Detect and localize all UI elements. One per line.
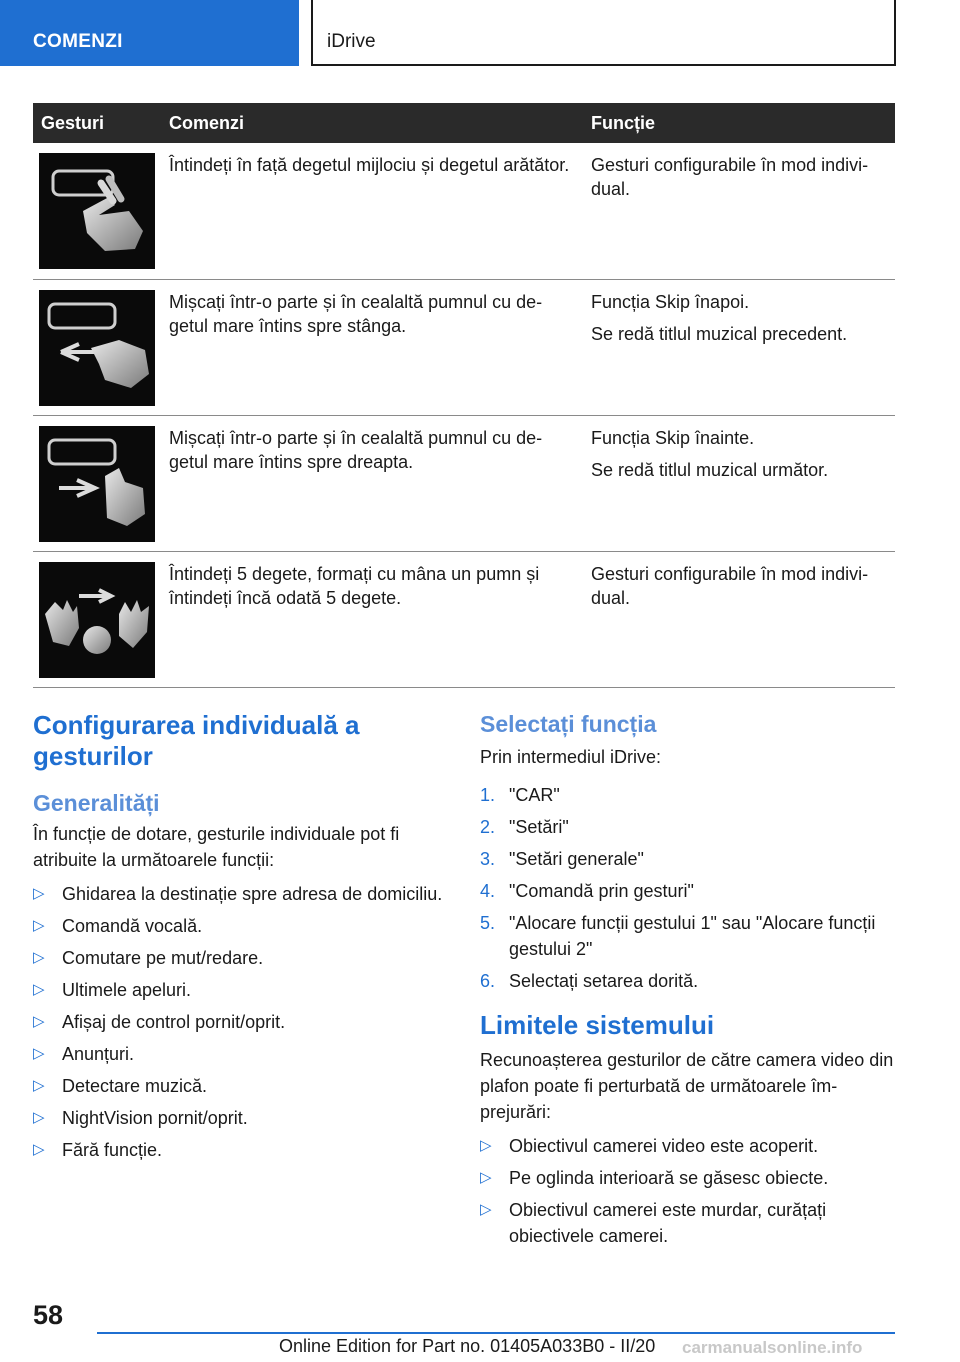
triangle-bullet-icon: ▷ [480, 1169, 492, 1186]
list-item: ▷ Ultimele apeluri. [33, 977, 451, 1003]
triangle-bullet-icon: ▷ [33, 949, 45, 966]
list-item: ▷ NightVision pornit/oprit. [33, 1105, 451, 1131]
footer-divider [97, 1332, 895, 1334]
steps-list [480, 782, 896, 994]
table-row [33, 415, 895, 551]
list-item: 3. "Setări generale" [480, 849, 644, 869]
list-item: ▷ Comandă vocală. [33, 913, 451, 939]
thumb-left-gesture-icon [39, 290, 155, 406]
table-row [33, 279, 895, 415]
function-cell: Gesturi configurabile în mod individual. [583, 143, 895, 279]
list-item: ▷ Detectare muzică. [33, 1073, 451, 1099]
function-list [33, 881, 451, 1163]
command-cell: Întindeți 5 degete, formați cu mâna un pumn și întindeți încă odată 5 degete. [161, 551, 583, 687]
triangle-bullet-icon: ▷ [33, 1013, 45, 1030]
section-title: COMENZI [33, 31, 123, 52]
chapter-tab [311, 0, 896, 66]
page-number: 58 [33, 1300, 64, 1330]
section-heading: Configurarea individuală a gesturilor [33, 710, 360, 771]
list-item: 4. "Comandă prin gesturi" [480, 881, 694, 901]
triangle-bullet-icon: ▷ [480, 1201, 492, 1218]
col-header-gestures: Gesturi [33, 103, 161, 143]
triangle-bullet-icon: ▷ [33, 1109, 45, 1126]
triangle-bullet-icon: ▷ [33, 917, 45, 934]
triangle-bullet-icon: ▷ [33, 1141, 45, 1158]
list-item: ▷ Afișaj de control pornit/oprit. [33, 1009, 451, 1035]
function-cell: Funcția Skip înapoi. Se redă titlul muzical precedent. [583, 279, 895, 415]
list-item: 2. "Setări" [480, 817, 569, 837]
table-header-row [33, 103, 895, 143]
subsection-heading: Selectați funcția [480, 711, 657, 737]
subsection-heading: Generalități [33, 790, 160, 816]
paragraph: Recunoașterea gesturilor de către camera video din plafon poate fi perturbată de următoarele împrejurări: [480, 1050, 894, 1122]
limits-list [480, 1133, 896, 1249]
triangle-bullet-icon: ▷ [33, 1077, 45, 1094]
list-item: 1. "CAR" [480, 785, 560, 805]
list-item: ▷ Ghidarea la destinație spre adresa de domiciliu. [33, 881, 451, 907]
triangle-bullet-icon: ▷ [33, 981, 45, 998]
watermark: carmanualsonline.info [682, 1338, 863, 1357]
command-cell: Mișcați într-o parte și în cealaltă pumnul cu degetul mare întins spre stânga. [161, 279, 583, 415]
function-cell: Funcția Skip înainte. Se redă titlul muzical următor. [583, 415, 895, 551]
pinch-forward-gesture-icon [39, 153, 155, 269]
triangle-bullet-icon: ▷ [33, 885, 45, 902]
list-item: 5. "Alocare funcții gestului 1" sau "Alocare funcții gestului 2" [480, 913, 876, 959]
list-item: ▷ Anunțuri. [33, 1041, 451, 1067]
thumb-right-gesture-icon [39, 426, 155, 542]
section-tab [0, 0, 299, 66]
col-header-function: Funcție [583, 103, 895, 143]
table-row [33, 551, 895, 687]
right-column [480, 710, 896, 1255]
table-row [33, 143, 895, 279]
footer-edition: Online Edition for Part no. 01405A033B0 - II/20 [279, 1336, 656, 1356]
triangle-bullet-icon: ▷ [33, 1045, 45, 1062]
paragraph: În funcție de dotare, gesturile individuale pot fi atribuite la următoarele funcții: [33, 824, 400, 870]
paragraph: Prin intermediul iDrive: [480, 747, 662, 767]
command-cell: Întindeți în față degetul mijlociu și degetul arătător. [161, 143, 583, 279]
left-column [33, 710, 451, 1169]
list-item: ▷ Fără funcție. [33, 1137, 451, 1163]
command-cell: Mișcați într-o parte și în cealaltă pumnul cu degetul mare întins spre dreapta. [161, 415, 583, 551]
section-heading: Limitele sistemului [480, 1010, 715, 1040]
col-header-commands: Comenzi [161, 103, 583, 143]
list-item: 6. Selectați setarea dorită. [480, 971, 699, 991]
function-cell: Gesturi configurabile în mod individual. [583, 551, 895, 687]
open-fist-open-gesture-icon [39, 562, 155, 678]
gesture-table [33, 103, 895, 688]
list-item: ▷ Obiectivul camerei video este acoperit. [480, 1133, 896, 1159]
list-item: ▷ Pe oglinda interioară se găsesc obiecte. [480, 1165, 896, 1191]
list-item: ▷ Comutare pe mut/redare. [33, 945, 451, 971]
chapter-title: iDrive [327, 31, 376, 52]
triangle-bullet-icon: ▷ [480, 1137, 492, 1154]
list-item: ▷ Obiectivul camerei este murdar, curățați obiectivele camerei. [480, 1197, 896, 1249]
